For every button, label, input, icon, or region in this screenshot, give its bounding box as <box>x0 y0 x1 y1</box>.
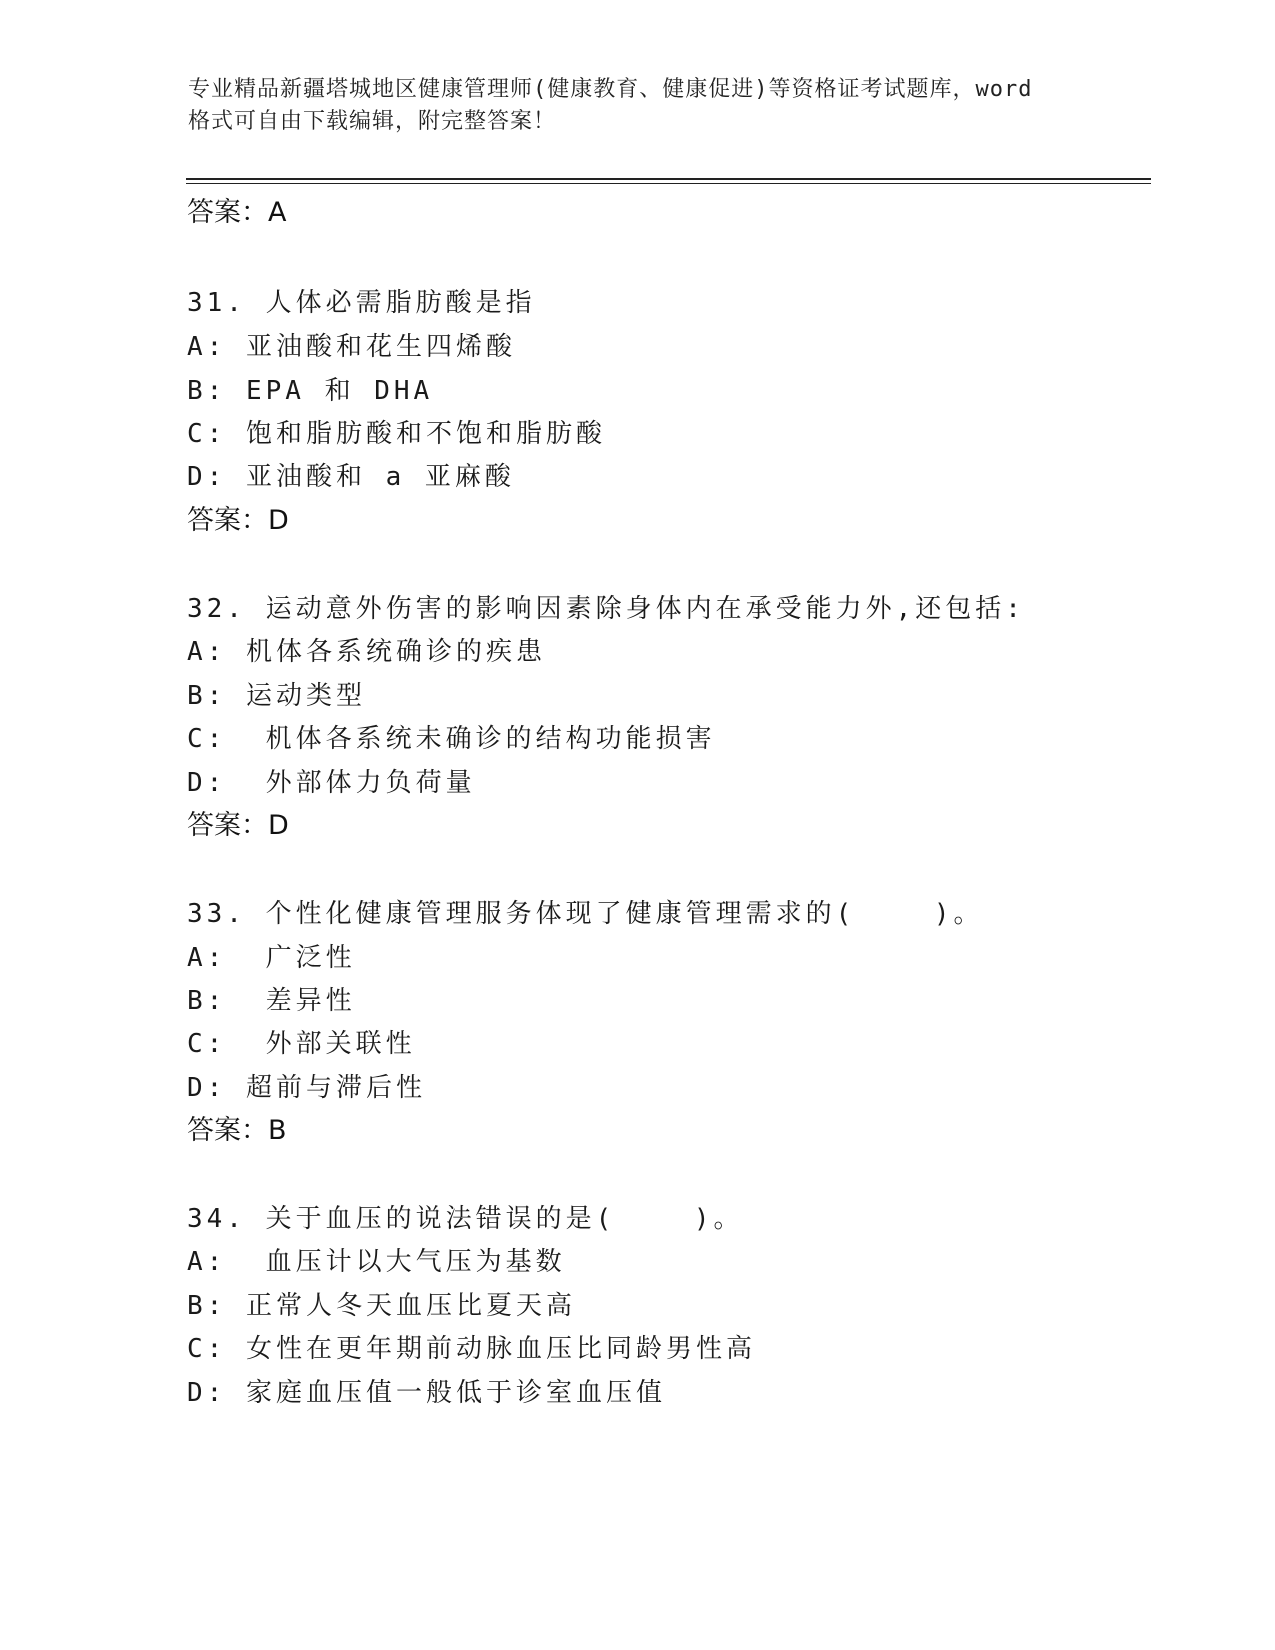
question-34-option-b: B: 正常人冬天血压比夏天高 <box>187 1291 576 1321</box>
question-33-option-a: A: 广泛性 <box>187 943 356 973</box>
header-divider-thin <box>186 183 1151 184</box>
answer-prev: 答案：A <box>187 197 287 228</box>
question-32-stem: 32. 运动意外伤害的影响因素除身体内在承受能力外,还包括: <box>187 594 1025 624</box>
question-31-option-c: C: 饱和脂肪酸和不饱和脂肪酸 <box>187 419 606 449</box>
header-line-2: 格式可自由下载编辑，附完整答案！ <box>188 109 557 134</box>
question-31-option-a: A: 亚油酸和花生四烯酸 <box>187 332 516 362</box>
question-34-stem: 34. 关于血压的说法错误的是( )。 <box>187 1204 744 1234</box>
header-line-1: 专业精品新疆塔城地区健康管理师(健康教育、健康促进)等资格证考试题库，word <box>188 77 1033 102</box>
question-31-stem: 31. 人体必需脂肪酸是指 <box>187 288 536 318</box>
question-34-option-a: A: 血压计以大气压为基数 <box>187 1247 566 1277</box>
question-33-stem: 33. 个性化健康管理服务体现了健康管理需求的( )。 <box>187 899 984 929</box>
question-32-option-c: C: 机体各系统未确诊的结构功能损害 <box>187 724 716 754</box>
question-33-option-d: D: 超前与滞后性 <box>187 1073 426 1103</box>
question-32-answer: 答案：D <box>187 810 289 841</box>
question-32-option-a: A: 机体各系统确诊的疾患 <box>187 637 546 667</box>
question-34-option-c: C: 女性在更年期前动脉血压比同龄男性高 <box>187 1334 756 1364</box>
page-header <box>188 74 1088 138</box>
question-32-option-d: D: 外部体力负荷量 <box>187 768 476 798</box>
question-31-option-b: B: EPA 和 DHA <box>187 376 434 406</box>
question-34-option-d: D: 家庭血压值一般低于诊室血压值 <box>187 1378 666 1408</box>
question-33-option-c: C: 外部关联性 <box>187 1029 416 1059</box>
question-31-answer: 答案：D <box>187 505 289 536</box>
question-33-answer: 答案：B <box>187 1115 287 1146</box>
header-divider-thick <box>186 178 1151 180</box>
question-33-option-b: B: 差异性 <box>187 986 356 1016</box>
question-31-option-d: D: 亚油酸和 a 亚麻酸 <box>187 462 515 492</box>
question-32-option-b: B: 运动类型 <box>187 681 366 711</box>
